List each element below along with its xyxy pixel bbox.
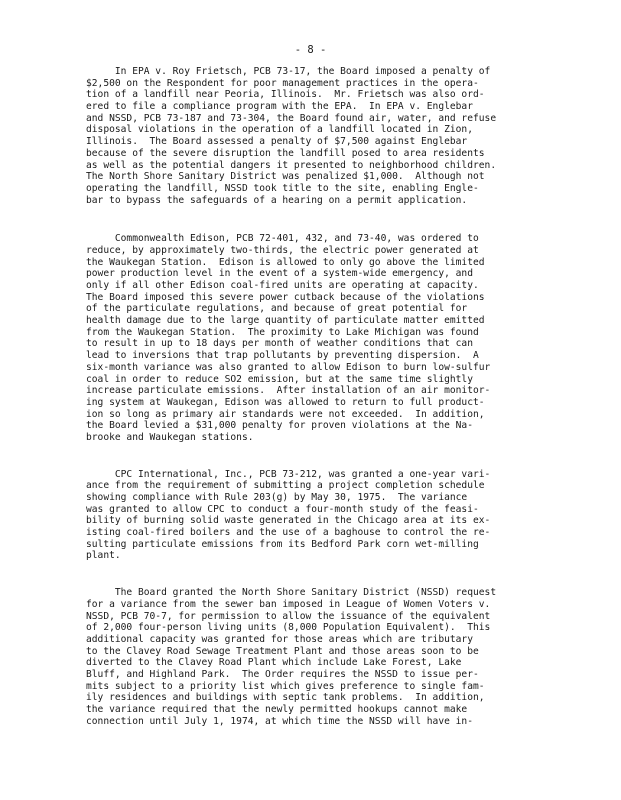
- paragraph-frietsch-englebar: [86, 66, 548, 206]
- text-line: Illinois. The Board assessed a penalty of $7,500 against Englebar: [86, 136, 468, 148]
- text-line: bar to bypass the safeguards of a hearing on a permit application.: [86, 194, 468, 206]
- text-line: ily residences and buildings with septic tank problems. In addition,: [86, 692, 485, 704]
- text-line: $2,500 on the Respondent for poor management practices in the opera-: [86, 77, 479, 89]
- text-line: only if all other Edison coal-fired units are operating at capacity.: [86, 280, 479, 291]
- text-line: as well as the potential dangers it presented to neighborhood children.: [86, 159, 497, 171]
- text-line: Commonwealth Edison, PCB 72-401, 432, and 73-40, was ordered to: [86, 233, 479, 245]
- document-body: [86, 66, 548, 741]
- text-line: ance from the requirement of submitting a project completion schedule: [86, 480, 485, 492]
- text-line: to the Clavey Road Sewage Treatment Plant and those areas soon to be: [86, 645, 479, 657]
- paragraph-cpc-international: [86, 469, 548, 563]
- text-line: operating the landfill, NSSD took title to the site, enabling Engle-: [86, 182, 479, 194]
- text-line: diverted to the Clavey Road Plant which include Lake Forest, Lake: [86, 657, 462, 669]
- text-line: Bluff, and Highland Park. The Order requires the NSSD to issue per-: [86, 668, 479, 680]
- text-line: showing compliance with Rule 203(g) by May 30, 1975. The variance: [86, 492, 468, 503]
- text-line: the Waukegan Station. Edison is allowed to only go above the limited: [86, 256, 485, 268]
- text-line: increase particulate emissions. After installation of an air monitor-: [86, 385, 491, 397]
- text-line: reduce, by approximately two-thirds, the electric power generated at: [86, 244, 479, 256]
- text-line: the Board levied a $31,000 penalty for proven violations at the Na-: [86, 420, 473, 432]
- page-number: - 8 -: [294, 44, 327, 56]
- text-line: NSSD, PCB 70-7, for permission to allow the issuance of the equivalent: [86, 610, 491, 622]
- text-line: ered to file a compliance program with the EPA. In EPA v. Englebar: [86, 101, 473, 113]
- text-line: CPC International, Inc., PCB 73-212, was granted a one-year vari-: [86, 468, 491, 480]
- text-line: isting coal-fired boilers and the use of a baghouse to control the re-: [86, 527, 491, 539]
- text-line: for a variance from the sewer ban imposed in League of Women Voters v.: [86, 598, 491, 610]
- text-line: power production level in the event of a system-wide emergency, and: [86, 268, 473, 280]
- text-line: ion so long as primary air standards were not exceeded. In addition,: [86, 408, 485, 420]
- text-line: disposal violations in the operation of a landfill located in Zion,: [86, 124, 473, 136]
- text-line: from the Waukegan Station. The proximity to Lake Michigan was found: [86, 326, 479, 338]
- text-line: The North Shore Sanitary District was penalized $1,000. Although not: [86, 171, 485, 183]
- text-line: health damage due to the large quantity of particulate matter emitted: [86, 315, 485, 327]
- text-line: the variance required that the newly permitted hookups cannot make: [86, 704, 468, 715]
- paragraph-commonwealth-edison: [86, 233, 548, 443]
- text-line: ing system at Waukegan, Edison was allowed to return to full product-: [86, 396, 485, 408]
- text-line: connection until July 1, 1974, at which time the NSSD will have in-: [86, 715, 473, 727]
- text-line: of 2,000 four-person living units (8,000 Population Equivalent). This: [86, 622, 491, 634]
- text-line: lead to inversions that trap pollutants by preventing dispersion. A: [86, 350, 479, 362]
- text-line: tion of a landfill near Peoria, Illinois. Mr. Frietsch was also ord-: [86, 89, 485, 101]
- text-line: plant.: [86, 550, 121, 562]
- text-line: of the particulate regulations, and because of great potential for: [86, 303, 468, 315]
- text-line: The Board imposed this severe power cutback because of the violations: [86, 291, 485, 303]
- text-line: to result in up to 18 days per month of weather conditions that can: [86, 338, 473, 350]
- text-line: because of the severe disruption the landfill posed to area residents: [86, 147, 485, 159]
- text-line: and NSSD, PCB 73-187 and 73-304, the Board found air, water, and refuse: [86, 112, 497, 124]
- text-line: six-month variance was also granted to allow Edison to burn low-sulfur: [86, 361, 491, 373]
- text-line: bility of burning solid waste generated in the Chicago area at its ex-: [86, 515, 491, 527]
- text-line: coal in order to reduce SO2 emission, but at the same time slightly: [86, 373, 473, 385]
- text-line: was granted to allow CPC to conduct a four-month study of the feasi-: [86, 503, 479, 515]
- text-line: additional capacity was granted for those areas which are tributary: [86, 633, 473, 645]
- text-line: The Board granted the North Shore Sanitary District (NSSD) request: [86, 587, 497, 599]
- text-line: mits subject to a priority list which gives preference to single fam-: [86, 680, 485, 692]
- text-line: sulting particulate emissions from its Bedford Park corn wet-milling: [86, 538, 479, 550]
- text-line: brooke and Waukegan stations.: [86, 431, 254, 443]
- paragraph-nssd-variance: [86, 587, 548, 727]
- text-line: In EPA v. Roy Frietsch, PCB 73-17, the Board imposed a penalty of: [86, 66, 491, 77]
